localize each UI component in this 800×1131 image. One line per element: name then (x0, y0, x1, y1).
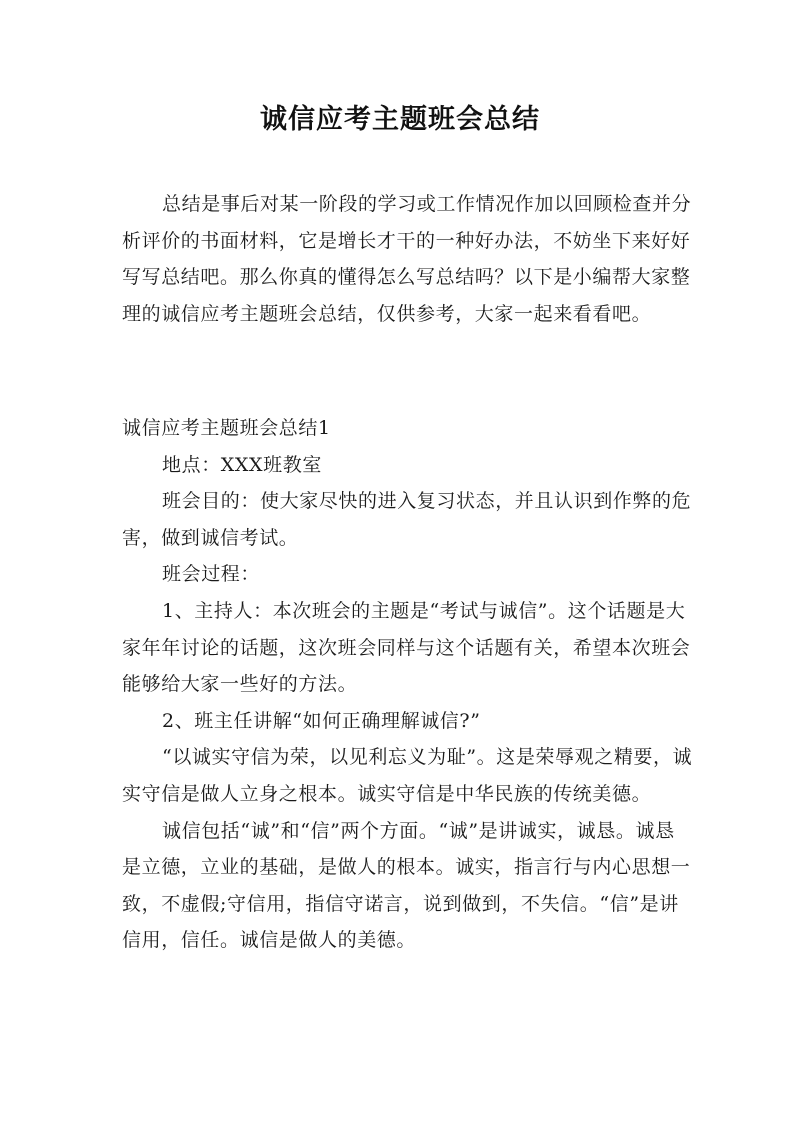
section-block (122, 410, 694, 959)
step1-paragraph: 1、主持人：本次班会的主题是“考试与诚信”。这个话题是大家年年讨论的话题，这次班会同样与这个话题有关，希望本次班会能够给大家一些好的方法。 (122, 599, 691, 696)
quote-paragraph: “以诚实守信为荣，以见利忘义为耻”。这是荣辱观之精要，诚实守信是做人立身之根本。诚实守信是中华民族的传统美德。 (122, 746, 693, 805)
step2-paragraph: 2、班主任讲解“如何正确理解诚信?” (162, 709, 481, 732)
location-line: 地点：XXX班教室 (162, 453, 322, 476)
purpose-paragraph: 班会目的：使大家尽快的进入复习状态，并且认识到作弊的危害，做到诚信考试。 (122, 490, 692, 549)
document-title: 诚信应考主题班会总结 (260, 104, 540, 135)
process-label: 班会过程： (162, 563, 261, 586)
intro-block (122, 186, 694, 332)
section-heading: 诚信应考主题班会总结1 (122, 417, 331, 439)
definition-paragraph: 诚信包括“诚”和“信”两个方面。“诚”是讲诚实，诚恳。诚恳是立德，立业的基础，是做人的根本。诚实，指言行与内心思想一致，不虚假;守信用，指信守诺言，说到做到，不失信。“信”是讲信用，信任。诚信是做人的美德。 (122, 819, 691, 952)
intro-paragraph: 总结是事后对某一阶段的学习或工作情况作加以回顾检查并分析评价的书面材料，它是增长才干的一种好办法，不妨坐下来好好写写总结吧。那么你真的懂得怎么写总结吗？以下是小编帮大家整理的诚信应考主题班会总结，仅供参考，大家一起来看看吧。 (122, 193, 692, 325)
